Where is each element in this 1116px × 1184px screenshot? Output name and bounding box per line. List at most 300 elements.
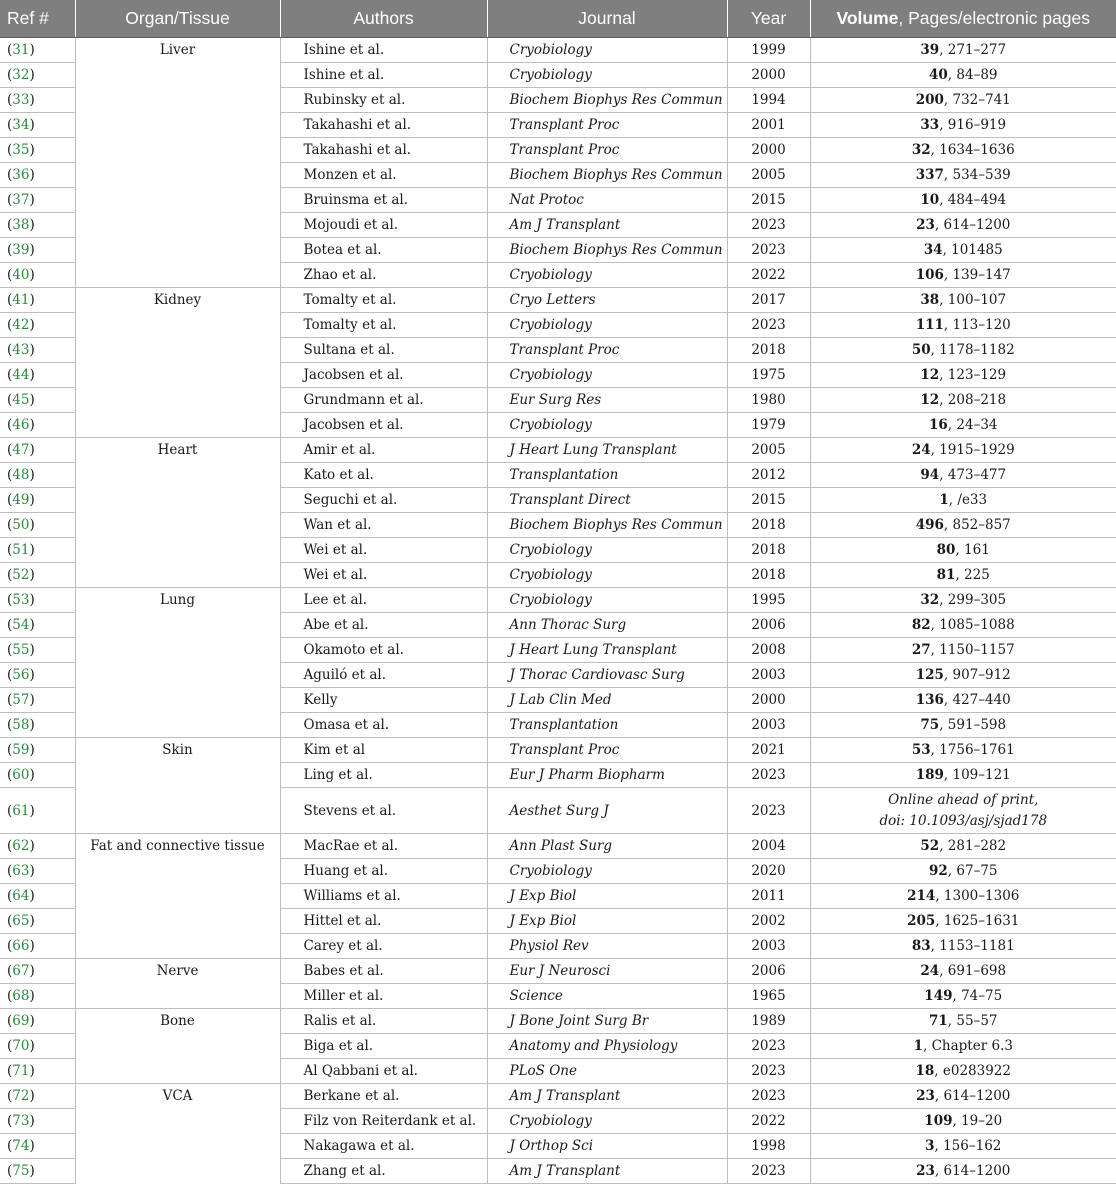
authors-cell: Zhang et al. (280, 1159, 487, 1184)
volume-pages-cell: 34, 101485 (810, 238, 1116, 263)
page-range: 113–120 (952, 317, 1011, 333)
header-volume-rest: , Pages/electronic pages (898, 8, 1091, 28)
header-ref: Ref # (0, 0, 75, 38)
page-range: 614–1200 (943, 1088, 1011, 1104)
year-cell: 2005 (727, 438, 810, 463)
year-cell: 2023 (727, 788, 810, 834)
volume-number: 16 (929, 417, 948, 433)
journal-cell: Biochem Biophys Res Commun (487, 163, 727, 188)
volume-pages-cell: 496, 852–857 (810, 513, 1116, 538)
ref-link[interactable]: 56 (12, 667, 30, 683)
year-cell: 2023 (727, 1059, 810, 1084)
volume-number: 82 (911, 617, 931, 633)
page-range: 427–440 (952, 692, 1011, 708)
page-range: 281–282 (947, 838, 1007, 854)
journal-cell: Cryobiology (487, 38, 727, 63)
volume-number: 32 (920, 592, 940, 608)
journal-cell: Biochem Biophys Res Commun (487, 238, 727, 263)
authors-cell: Tomalty et al. (280, 288, 487, 313)
ref-link[interactable]: 59 (12, 742, 30, 758)
volume-number: 40 (929, 67, 948, 83)
volume-pages-cell: 92, 67–75 (810, 859, 1116, 884)
ref-cell: (55) (0, 638, 75, 663)
volume-number: 125 (915, 667, 944, 683)
page-range: 614–1200 (943, 1163, 1011, 1179)
volume-pages-cell: 39, 271–277 (810, 38, 1116, 63)
volume-pages-cell: 24, 691–698 (810, 959, 1116, 984)
year-cell: 2005 (727, 163, 810, 188)
header-authors: Authors (280, 0, 487, 38)
ref-cell: (61) (0, 788, 75, 834)
ref-link[interactable]: 33 (12, 92, 30, 108)
year-cell: 2008 (727, 638, 810, 663)
authors-cell: Grundmann et al. (280, 388, 487, 413)
ref-cell: (35) (0, 138, 75, 163)
journal-cell: Cryobiology (487, 263, 727, 288)
page-range: 1150–1157 (939, 642, 1015, 658)
ref-link[interactable]: 72 (12, 1088, 30, 1104)
ref-cell: (52) (0, 563, 75, 588)
volume-number: 12 (920, 367, 940, 383)
ref-cell: (34) (0, 113, 75, 138)
journal-cell: Eur J Pharm Biopharm (487, 763, 727, 788)
ref-link[interactable]: 70 (12, 1038, 30, 1054)
journal-cell: Transplant Proc (487, 338, 727, 363)
organ-cell: Lung (75, 588, 280, 738)
ref-link[interactable]: 53 (12, 592, 30, 608)
year-cell: 1975 (727, 363, 810, 388)
ref-cell: (41) (0, 288, 75, 313)
volume-pages-cell: 27, 1150–1157 (810, 638, 1116, 663)
year-cell: 1998 (727, 1134, 810, 1159)
organ-cell: Fat and connective tissue (75, 834, 280, 959)
year-cell: 2006 (727, 613, 810, 638)
volume-number: 94 (920, 467, 940, 483)
page-range: 84–89 (956, 67, 998, 83)
journal-cell: Nat Protoc (487, 188, 727, 213)
page-range: 907–912 (952, 667, 1011, 683)
ref-cell: (44) (0, 363, 75, 388)
volume-number: 33 (920, 117, 940, 133)
authors-cell: Carey et al. (280, 934, 487, 959)
journal-cell: Transplant Proc (487, 138, 727, 163)
volume-pages-cell: 12, 123–129 (810, 363, 1116, 388)
volume-pages-cell: 23, 614–1200 (810, 1084, 1116, 1109)
year-cell: 2006 (727, 959, 810, 984)
ref-link[interactable]: 65 (12, 913, 30, 929)
ref-cell: (38) (0, 213, 75, 238)
year-cell: 2018 (727, 338, 810, 363)
page-range: 1915–1929 (939, 442, 1015, 458)
authors-cell: Ling et al. (280, 763, 487, 788)
ref-link[interactable]: 49 (12, 492, 30, 508)
journal-cell: Cryobiology (487, 588, 727, 613)
table-body (0, 38, 1116, 1184)
authors-cell: Amir et al. (280, 438, 487, 463)
volume-pages-cell: 50, 1178–1182 (810, 338, 1116, 363)
volume-pages-cell: 80, 161 (810, 538, 1116, 563)
ref-cell: (56) (0, 663, 75, 688)
journal-cell: Biochem Biophys Res Commun (487, 88, 727, 113)
ref-link[interactable]: 74 (12, 1138, 30, 1154)
volume-pages-cell: 109, 19–20 (810, 1109, 1116, 1134)
table-row (0, 1009, 1116, 1034)
journal-cell: Cryobiology (487, 313, 727, 338)
volume-number: 71 (929, 1013, 948, 1029)
year-cell: 1980 (727, 388, 810, 413)
ref-link[interactable]: 71 (12, 1063, 30, 1079)
ref-link[interactable]: 67 (12, 963, 30, 979)
volume-pages-cell (810, 788, 1116, 834)
ref-link[interactable]: 57 (12, 692, 30, 708)
volume-pages-cell: 18, e0283922 (810, 1059, 1116, 1084)
volume-pages-cell: 40, 84–89 (810, 63, 1116, 88)
page-range: 67–75 (956, 863, 998, 879)
volume-number: 75 (920, 717, 940, 733)
volume-number: 38 (920, 292, 940, 308)
page-range: 852–857 (952, 517, 1011, 533)
journal-cell: Eur J Neurosci (487, 959, 727, 984)
journal-cell: J Lab Clin Med (487, 688, 727, 713)
volume-number: 34 (923, 242, 943, 258)
authors-cell: Ralis et al. (280, 1009, 487, 1034)
ref-link[interactable]: 46 (12, 417, 30, 433)
volume-pages-cell: 23, 614–1200 (810, 213, 1116, 238)
authors-cell: Kato et al. (280, 463, 487, 488)
page-range: 55–57 (956, 1013, 998, 1029)
authors-cell: Takahashi et al. (280, 138, 487, 163)
journal-cell: Cryobiology (487, 538, 727, 563)
ref-link[interactable]: 69 (12, 1013, 30, 1029)
journal-cell: J Bone Joint Surg Br (487, 1009, 727, 1034)
organ-cell: Heart (75, 438, 280, 588)
online-note-line1: Online ahead of print, (888, 791, 1039, 808)
ref-link[interactable]: 73 (12, 1113, 30, 1129)
ref-link[interactable]: 60 (12, 767, 30, 783)
ref-link[interactable]: 32 (12, 67, 30, 83)
volume-pages-cell: 32, 1634–1636 (810, 138, 1116, 163)
page-range: 225 (964, 567, 990, 583)
authors-cell: Mojoudi et al. (280, 213, 487, 238)
page-range: 109–121 (952, 767, 1011, 783)
journal-cell: Science (487, 984, 727, 1009)
ref-link[interactable]: 54 (12, 617, 30, 633)
ref-link[interactable]: 63 (12, 863, 30, 879)
journal-cell: Transplantation (487, 713, 727, 738)
journal-cell: Am J Transplant (487, 213, 727, 238)
organ-cell: Kidney (75, 288, 280, 438)
year-cell: 2012 (727, 463, 810, 488)
table-row (0, 438, 1116, 463)
volume-number: 205 (907, 913, 936, 929)
year-cell: 2000 (727, 138, 810, 163)
page-range: 1625–1631 (943, 913, 1020, 929)
table-row (0, 834, 1116, 859)
volume-number: 149 (924, 988, 953, 1004)
year-cell: 2004 (727, 834, 810, 859)
authors-cell: Aguiló et al. (280, 663, 487, 688)
ref-link[interactable]: 42 (12, 317, 30, 333)
page-range: 24–34 (956, 417, 998, 433)
ref-cell: (32) (0, 63, 75, 88)
volume-pages-cell: 200, 732–741 (810, 88, 1116, 113)
ref-link[interactable]: 39 (12, 242, 30, 258)
authors-cell: Lee et al. (280, 588, 487, 613)
year-cell: 2023 (727, 1159, 810, 1184)
ref-cell: (53) (0, 588, 75, 613)
journal-cell: Eur Surg Res (487, 388, 727, 413)
year-cell: 2022 (727, 1109, 810, 1134)
ref-cell: (70) (0, 1034, 75, 1059)
year-cell: 2000 (727, 688, 810, 713)
authors-cell: Huang et al. (280, 859, 487, 884)
ref-link[interactable]: 75 (12, 1163, 30, 1179)
volume-pages-cell: 53, 1756–1761 (810, 738, 1116, 763)
year-cell: 1979 (727, 413, 810, 438)
ref-link[interactable]: 52 (12, 567, 30, 583)
year-cell: 2000 (727, 63, 810, 88)
ref-link[interactable]: 50 (12, 517, 30, 533)
year-cell: 2023 (727, 1084, 810, 1109)
volume-number: 39 (920, 42, 940, 58)
online-note-doi: doi: 10.1093/asj/sjad178 (879, 812, 1048, 829)
page-range: 691–698 (947, 963, 1007, 979)
ref-link[interactable]: 31 (12, 42, 30, 58)
volume-number: 27 (911, 642, 931, 658)
page-range: 208–218 (947, 392, 1007, 408)
volume-number: 23 (916, 1163, 935, 1179)
volume-pages-cell: 82, 1085–1088 (810, 613, 1116, 638)
year-cell: 1999 (727, 38, 810, 63)
year-cell: 2018 (727, 513, 810, 538)
volume-number: 214 (907, 888, 936, 904)
authors-cell: Berkane et al. (280, 1084, 487, 1109)
year-cell: 2020 (727, 859, 810, 884)
volume-number: 52 (920, 838, 940, 854)
page-range: 299–305 (947, 592, 1007, 608)
ref-link[interactable]: 35 (12, 142, 30, 158)
volume-pages-cell: 16, 24–34 (810, 413, 1116, 438)
volume-number: 50 (911, 342, 931, 358)
authors-cell: Al Qabbani et al. (280, 1059, 487, 1084)
ref-cell: (65) (0, 909, 75, 934)
header-volume-bold: Volume (836, 8, 899, 28)
ref-link[interactable]: 40 (12, 267, 30, 283)
volume-pages-cell: 12, 208–218 (810, 388, 1116, 413)
volume-number: 200 (915, 92, 944, 108)
header-organ: Organ/Tissue (75, 0, 280, 38)
authors-cell: Sultana et al. (280, 338, 487, 363)
ref-cell: (69) (0, 1009, 75, 1034)
journal-cell: Cryobiology (487, 413, 727, 438)
volume-number: 109 (924, 1113, 953, 1129)
journal-cell: Aesthet Surg J (487, 788, 727, 834)
volume-pages-cell: 32, 299–305 (810, 588, 1116, 613)
authors-cell: Seguchi et al. (280, 488, 487, 513)
ref-link[interactable]: 61 (12, 802, 30, 819)
volume-pages-cell: 71, 55–57 (810, 1009, 1116, 1034)
year-cell: 2003 (727, 934, 810, 959)
volume-number: 12 (920, 392, 940, 408)
ref-cell: (68) (0, 984, 75, 1009)
table-row (0, 959, 1116, 984)
page-range: 1756–1761 (939, 742, 1015, 758)
page-range: 1634–1636 (939, 142, 1015, 158)
volume-pages-cell: 33, 916–919 (810, 113, 1116, 138)
authors-cell: Bruinsma et al. (280, 188, 487, 213)
header-journal: Journal (487, 0, 727, 38)
ref-cell: (47) (0, 438, 75, 463)
year-cell: 2017 (727, 288, 810, 313)
volume-number: 80 (936, 542, 956, 558)
page-range: /e33 (957, 492, 988, 508)
ref-cell: (48) (0, 463, 75, 488)
volume-pages-cell: 205, 1625–1631 (810, 909, 1116, 934)
ref-link[interactable]: 64 (12, 888, 30, 904)
year-cell: 2001 (727, 113, 810, 138)
authors-cell: Zhao et al. (280, 263, 487, 288)
ref-cell: (31) (0, 38, 75, 63)
table-row (0, 1084, 1116, 1109)
year-cell: 2011 (727, 884, 810, 909)
ref-cell: (33) (0, 88, 75, 113)
journal-cell: J Orthop Sci (487, 1134, 727, 1159)
ref-link[interactable]: 62 (12, 838, 30, 854)
ref-link[interactable]: 38 (12, 217, 30, 233)
ref-link[interactable]: 48 (12, 467, 30, 483)
page-range: 1300–1306 (943, 888, 1020, 904)
year-cell: 2022 (727, 263, 810, 288)
table-row (0, 38, 1116, 63)
authors-cell: Ishine et al. (280, 63, 487, 88)
year-cell: 2003 (727, 713, 810, 738)
organ-cell: Bone (75, 1009, 280, 1084)
page-range: 473–477 (947, 467, 1007, 483)
ref-link[interactable]: 44 (12, 367, 30, 383)
journal-cell: Cryobiology (487, 563, 727, 588)
ref-link[interactable]: 34 (12, 117, 30, 133)
ref-link[interactable]: 66 (12, 938, 30, 954)
volume-number: 337 (915, 167, 944, 183)
authors-cell: Kelly (280, 688, 487, 713)
page-range: 484–494 (947, 192, 1007, 208)
authors-cell: Miller et al. (280, 984, 487, 1009)
ref-cell: (46) (0, 413, 75, 438)
page-range: 591–598 (947, 717, 1007, 733)
ref-link[interactable]: 55 (12, 642, 30, 658)
authors-cell: Nakagawa et al. (280, 1134, 487, 1159)
volume-number: 32 (911, 142, 931, 158)
journal-cell: J Exp Biol (487, 884, 727, 909)
authors-cell: Williams et al. (280, 884, 487, 909)
ref-cell: (71) (0, 1059, 75, 1084)
ref-link[interactable]: 68 (12, 988, 30, 1004)
volume-pages-cell: 106, 139–147 (810, 263, 1116, 288)
authors-cell: Hittel et al. (280, 909, 487, 934)
volume-pages-cell: 3, 156–162 (810, 1134, 1116, 1159)
journal-cell: Ann Plast Surg (487, 834, 727, 859)
authors-cell: Stevens et al. (280, 788, 487, 834)
ref-link[interactable]: 36 (12, 167, 30, 183)
journal-cell: Biochem Biophys Res Commun (487, 513, 727, 538)
authors-cell: Filz von Reiterdank et al. (280, 1109, 487, 1134)
ref-link[interactable]: 43 (12, 342, 30, 358)
journal-cell: PLoS One (487, 1059, 727, 1084)
authors-cell: Ishine et al. (280, 38, 487, 63)
ref-cell: (49) (0, 488, 75, 513)
year-cell: 2021 (727, 738, 810, 763)
volume-pages-cell: 337, 534–539 (810, 163, 1116, 188)
volume-number: 23 (916, 217, 935, 233)
ref-cell: (39) (0, 238, 75, 263)
volume-pages-cell: 111, 113–120 (810, 313, 1116, 338)
journal-cell: Transplant Direct (487, 488, 727, 513)
journal-cell: Transplant Proc (487, 738, 727, 763)
journal-cell: Cryobiology (487, 363, 727, 388)
page-range: 161 (964, 542, 990, 558)
table-row (0, 588, 1116, 613)
authors-cell: Wei et al. (280, 563, 487, 588)
volume-number: 3 (925, 1138, 935, 1154)
header-year: Year (727, 0, 810, 38)
volume-pages-cell: 23, 614–1200 (810, 1159, 1116, 1184)
ref-cell: (74) (0, 1134, 75, 1159)
volume-pages-cell: 125, 907–912 (810, 663, 1116, 688)
ref-link[interactable]: 45 (12, 392, 30, 408)
ref-cell: (54) (0, 613, 75, 638)
volume-number: 136 (915, 692, 944, 708)
ref-cell: (57) (0, 688, 75, 713)
journal-cell: J Heart Lung Transplant (487, 638, 727, 663)
ref-cell: (60) (0, 763, 75, 788)
volume-number: 496 (915, 517, 944, 533)
ref-cell: (40) (0, 263, 75, 288)
journal-cell: J Heart Lung Transplant (487, 438, 727, 463)
page-range: 101485 (951, 242, 1003, 258)
organ-cell: VCA (75, 1084, 280, 1184)
year-cell: 2023 (727, 238, 810, 263)
page-range: 732–741 (952, 92, 1011, 108)
authors-cell: Omasa et al. (280, 713, 487, 738)
ref-cell: (50) (0, 513, 75, 538)
ref-link[interactable]: 37 (12, 192, 30, 208)
ref-cell: (45) (0, 388, 75, 413)
page-range: 1178–1182 (939, 342, 1015, 358)
year-cell: 2023 (727, 763, 810, 788)
ref-cell: (36) (0, 163, 75, 188)
ref-link[interactable]: 41 (12, 292, 30, 308)
journal-cell: J Thorac Cardiovasc Surg (487, 663, 727, 688)
page-range: Chapter 6.3 (931, 1038, 1013, 1054)
page-range: 156–162 (943, 1138, 1002, 1154)
ref-link[interactable]: 58 (12, 717, 30, 733)
year-cell: 2015 (727, 188, 810, 213)
authors-cell: Okamoto et al. (280, 638, 487, 663)
ref-cell: (37) (0, 188, 75, 213)
ref-link[interactable]: 47 (12, 442, 30, 458)
ref-cell: (66) (0, 934, 75, 959)
volume-pages-cell: 81, 225 (810, 563, 1116, 588)
volume-pages-cell: 189, 109–121 (810, 763, 1116, 788)
journal-cell: Am J Transplant (487, 1159, 727, 1184)
authors-cell: Takahashi et al. (280, 113, 487, 138)
header-row (0, 0, 1116, 38)
header-volume (810, 0, 1116, 38)
page-range: 271–277 (947, 42, 1007, 58)
authors-cell: Kim et al (280, 738, 487, 763)
ref-link[interactable]: 51 (12, 542, 30, 558)
page-range: 74–75 (961, 988, 1003, 1004)
